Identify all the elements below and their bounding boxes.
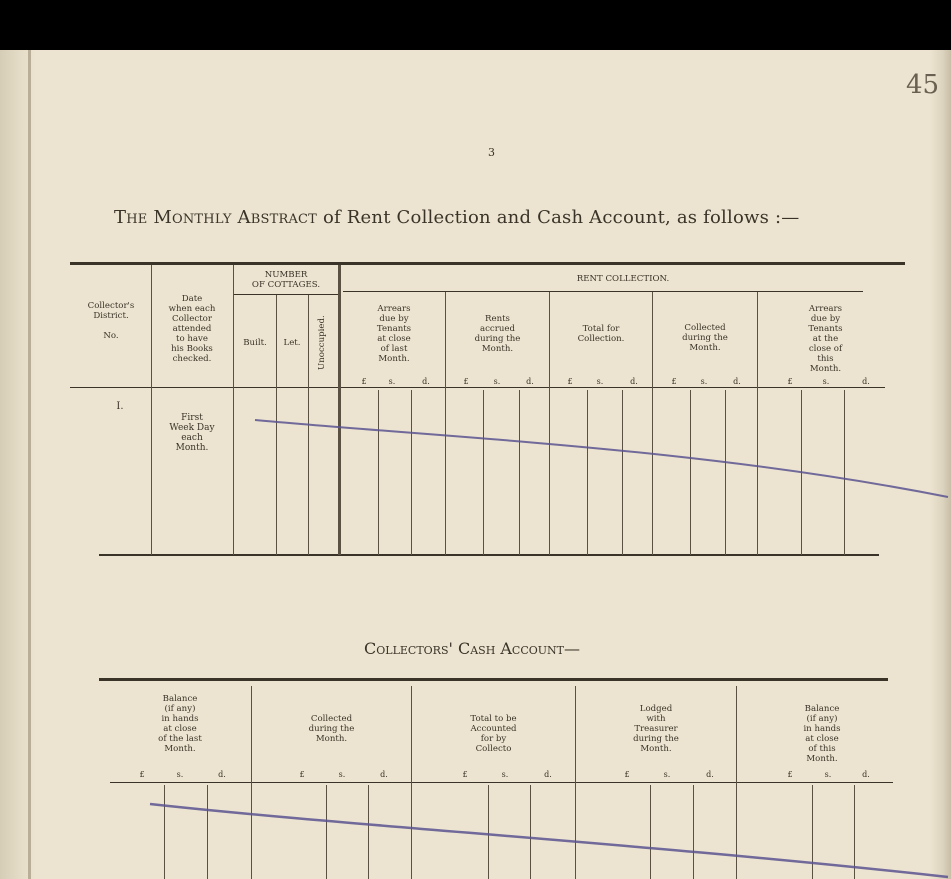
pence-label: d. (526, 377, 534, 386)
pound-label: £ (299, 770, 305, 779)
header-cash-collected: Collected during the Month. (308, 714, 355, 744)
header-let: Let. (283, 338, 301, 348)
shilling-label: s. (700, 377, 708, 386)
cash-account-title-text: Collectors' Cash Account— (364, 639, 581, 658)
shilling-label: s. (388, 377, 396, 386)
header-rent-collection: RENT COLLECTION. (576, 274, 670, 284)
pound-label: £ (463, 377, 469, 386)
pence-label: d. (422, 377, 430, 386)
pen-stroke-cash (150, 804, 948, 877)
pound-label: £ (361, 377, 367, 386)
pound-label: £ (567, 377, 573, 386)
header-collected: Collected during the Month. (682, 323, 728, 353)
header-cash-total: Total to be Accounted for by Collecto (470, 714, 517, 754)
pence-label: d. (733, 377, 741, 386)
pence-label: d. (706, 770, 714, 779)
abstract-title-rest: of Rent Collection and Cash Account, as follows :— (317, 207, 800, 228)
header-total-for-collection: Total for Collection. (577, 324, 625, 344)
pence-label: d. (544, 770, 552, 779)
pence-label: d. (630, 377, 638, 386)
pence-label: d. (218, 770, 226, 779)
shilling-label: s. (176, 770, 184, 779)
header-date: Date when each Collector attended to have his Books checked. (168, 294, 216, 364)
shilling-label: s. (663, 770, 671, 779)
shilling-label: s. (338, 770, 346, 779)
header-arrears-last-month: Arrears due by Tenants at close of last Month. (376, 304, 412, 364)
pound-label: £ (671, 377, 677, 386)
row-date-text: First Week Day each Month. (169, 413, 215, 453)
pound-label: £ (624, 770, 630, 779)
pence-label: d. (862, 770, 870, 779)
page-number: 3 (488, 146, 495, 159)
abstract-title-lead: The Monthly Abstract (114, 207, 318, 228)
pound-label: £ (462, 770, 468, 779)
header-rents-accrued: Rents accrued during the Month. (474, 314, 521, 354)
folio-number: 45 (906, 70, 940, 100)
row-district-number: I. (116, 401, 124, 412)
pound-label: £ (787, 770, 793, 779)
shilling-label: s. (501, 770, 509, 779)
header-cash-balance-last: Balance (if any) in hands at close of the last Month. (158, 694, 202, 754)
shilling-label: s. (822, 377, 830, 386)
shilling-label: s. (596, 377, 604, 386)
header-built: Built. (243, 338, 267, 348)
pound-label: £ (139, 770, 145, 779)
header-collector-district: Collector's District. No. (87, 301, 135, 341)
shilling-label: s. (493, 377, 501, 386)
header-cash-balance-this: Balance (if any) in hands at close of this Month. (803, 704, 841, 764)
shilling-label: s. (824, 770, 832, 779)
pence-label: d. (862, 377, 870, 386)
pence-label: d. (380, 770, 388, 779)
header-cash-lodged: Lodged with Treasurer during the Month. (633, 704, 679, 754)
pound-label: £ (787, 377, 793, 386)
header-unoccupied: Unoccupied. (317, 315, 327, 370)
pen-stroke-abstract (255, 420, 948, 497)
header-arrears-this-month: Arrears due by Tenants at the close of this Month. (808, 304, 843, 374)
header-number-of-cottages: NUMBER OF COTTAGES. (251, 270, 321, 290)
